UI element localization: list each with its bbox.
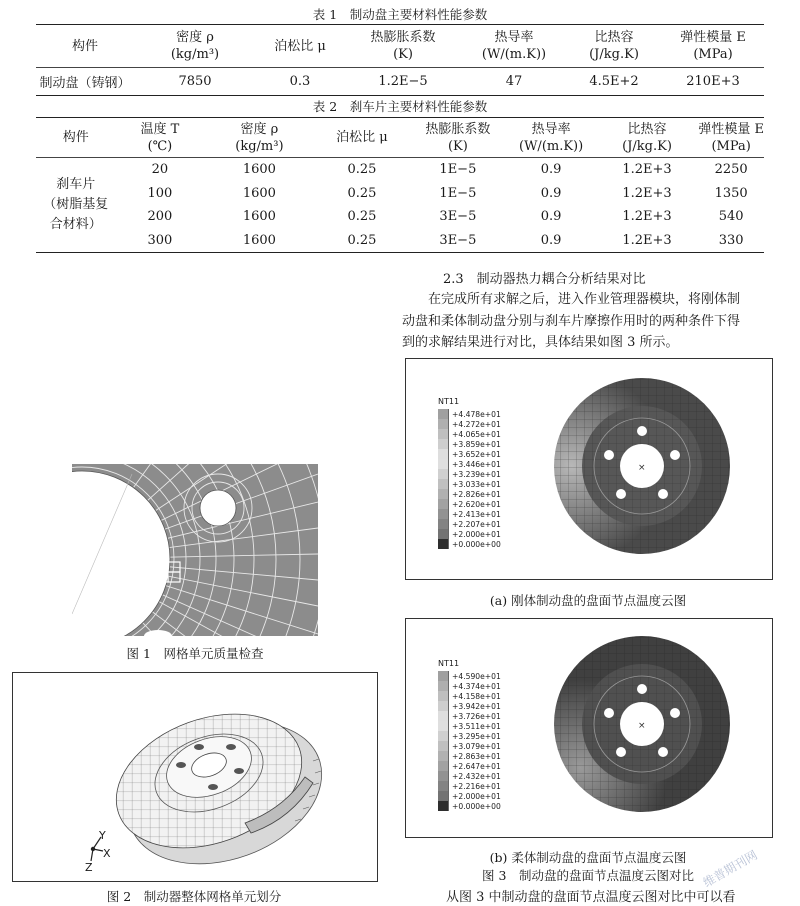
legend-row [438,801,501,811]
table1-header-row [36,25,764,68]
legend-value: +4.065e+01 [452,429,501,439]
legend-row [438,489,501,499]
component-line: 合材料） [49,217,102,232]
table-row [36,229,764,253]
table-cell: 1.2E+3 [622,209,672,225]
table-row [36,68,764,96]
legend-value: +3.511e+01 [452,721,501,731]
header-text: 弹性模量 E [680,30,746,45]
figure3b-frame [405,618,773,838]
table-header-cell [506,118,595,158]
legend-row [438,671,501,681]
legend-value: +4.374e+01 [452,681,501,691]
table2 [36,117,764,253]
legend-value: +2.000e+01 [452,529,501,539]
legend-swatch [438,791,449,801]
legend-value: +3.446e+01 [452,459,501,469]
table-row [36,158,764,182]
header-text: 热导率 [531,121,571,137]
legend-b-title: NT11 [438,659,460,668]
legend-row [438,539,501,549]
svg-text:×: × [638,721,646,731]
header-unit: (kg/m³) [170,47,220,62]
legend-swatch [438,489,449,499]
legend-value: +4.158e+01 [452,691,501,701]
header-text: 构件 [62,130,89,145]
table-header-cell [36,118,116,158]
table-header-cell [698,118,764,158]
table-cell: 1600 [242,162,276,178]
legend-row [438,701,501,711]
legend-row [438,409,501,419]
table-cell: 4.5E+2 [589,74,639,89]
figure1-mesh-image [72,464,318,636]
table-header-cell [256,25,344,68]
table-header-cell [462,25,566,68]
legend-swatch [438,459,449,469]
legend-value: +2.000e+01 [452,791,501,801]
header-unit: (kg/m³) [235,138,284,154]
legend-row [438,529,501,539]
figure3a-temperature-contour [552,371,732,571]
table-header-cell [116,118,205,158]
header-text: 构件 [71,38,98,54]
legend-swatch [438,449,449,459]
table2-caption: 表 2 刹车片主要材料性能参数 [312,99,488,114]
header-unit: (MPa) [693,47,733,62]
legend-row [438,791,501,801]
legend-row [438,439,501,449]
legend-row [438,509,501,519]
legend-value: +3.079e+01 [452,741,501,751]
header-text: 弹性模量 E [698,121,764,137]
header-text: 泊松比 μ [274,38,326,54]
table-row [36,182,764,206]
legend-row [438,681,501,691]
paragraph-line: 在完成所有求解之后，进入作业管理器模块，将刚体制 [428,292,741,307]
table-cell: 0.25 [347,185,377,201]
legend-row [438,771,501,781]
legend-row [438,499,501,509]
legend-a [438,409,538,549]
figure1-caption: 图 1 网格单元质量检查 [126,646,264,661]
legend-value: +2.216e+01 [452,781,501,791]
header-text: 热膨胀系数 [370,30,436,45]
legend-row [438,781,501,791]
paragraph-line: 到的求解结果进行对比，具体结果如图 3 所示。 [402,335,679,350]
table2-header-row [36,118,764,158]
table-cell: 1E−5 [439,185,477,201]
section-paragraph [402,289,772,354]
legend-value: +3.859e+01 [452,439,501,449]
legend-value: +0.000e+00 [452,539,501,549]
table-cell: 1600 [242,185,276,201]
table-cell: 0.9 [540,232,562,248]
table-cell: 20 [151,162,169,178]
legend-value: +3.033e+01 [452,479,501,489]
table-cell: 0.25 [347,162,377,178]
legend-swatch [438,499,449,509]
header-unit: (W/(m.K)) [519,138,584,154]
header-text: 热膨胀系数 [425,121,491,137]
table-cell: 1350 [714,185,748,201]
legend-row [438,519,501,529]
header-unit: (W/(m.K)) [481,47,547,62]
table-cell: 330 [718,232,744,248]
table-cell: 7850 [178,74,212,89]
legend-row [438,761,501,771]
table-cell: 1E−5 [439,162,477,178]
component-line: （树脂基复 [43,197,109,212]
legend-swatch [438,681,449,691]
legend-value: +3.726e+01 [452,711,501,721]
legend-value: +0.000e+00 [452,801,501,811]
header-unit: (J/kg.K) [622,138,672,154]
table-cell: 0.25 [347,232,377,248]
table-cell: 0.9 [540,162,562,178]
legend-swatch [438,731,449,741]
table-cell: 1.2E+3 [622,162,672,178]
figure2-caption: 图 2 制动器整体网格单元划分 [106,889,282,904]
table-cell: 1600 [242,232,276,248]
legend-row [438,459,501,469]
legend-swatch [438,469,449,479]
legend-value: +4.478e+01 [452,409,501,419]
legend-row [438,429,501,439]
legend-swatch [438,691,449,701]
body-text-line: 从图 3 中制动盘的盘面节点温度云图对比中可以看 [446,890,736,905]
legend-swatch [438,771,449,781]
watermark: 维普期刊网 [700,847,760,890]
table-cell: 210E+3 [686,74,740,89]
legend-value: +2.647e+01 [452,761,501,771]
axis-y-label: Y [99,829,106,842]
table-cell: 100 [147,185,173,201]
legend-swatch [438,701,449,711]
table-cell: 0.3 [289,74,311,89]
legend-row [438,731,501,741]
legend-swatch [438,671,449,681]
table-cell: 2250 [714,162,748,178]
figure3b-temperature-contour [552,629,732,829]
legend-swatch [438,711,449,721]
legend-value: +2.826e+01 [452,489,501,499]
header-text: 密度 ρ [240,121,279,137]
component-cell [36,158,116,253]
header-text: 热导率 [494,30,534,45]
table-row [36,205,764,229]
table-cell: 1.2E−5 [378,74,428,89]
table-cell: 1.2E+3 [622,232,672,248]
table-cell: 1.2E+3 [622,185,672,201]
legend-value: +2.863e+01 [452,751,501,761]
legend-swatch [438,409,449,419]
table-header-cell [36,25,134,68]
legend-value: +2.413e+01 [452,509,501,519]
legend-swatch [438,539,449,549]
component-line: 刹车片 [56,177,96,192]
legend-swatch [438,741,449,751]
header-text: 温度 T [140,121,180,137]
table-header-cell [134,25,256,68]
header-unit: (K) [393,47,413,62]
figure3a-frame [405,358,773,580]
header-text: 比热容 [627,121,667,137]
table-header-cell [315,118,410,158]
header-unit: (J/kg.K) [589,47,639,62]
table-cell: 200 [147,209,173,225]
header-text: 比热容 [594,30,634,45]
legend-a-title: NT11 [438,397,460,406]
legend-swatch [438,479,449,489]
table-cell: 3E−5 [439,209,477,225]
table-header-cell [204,118,314,158]
legend-value: +2.432e+01 [452,771,501,781]
table-header-cell [344,25,462,68]
legend-b [438,671,538,811]
legend-value: +2.207e+01 [452,519,501,529]
table1-caption: 表 1 制动盘主要材料性能参数 [312,7,488,22]
legend-swatch [438,509,449,519]
legend-row [438,741,501,751]
axis-x-label: X [103,847,111,860]
legend-swatch [438,419,449,429]
legend-row [438,479,501,489]
paragraph-line: 动盘和柔体制动盘分别与刹车片摩擦作用时的两种条件下得 [402,313,741,329]
table-cell: 540 [718,209,744,225]
table-header-cell [566,25,662,68]
legend-value: +4.590e+01 [452,671,501,681]
axis-z-label: Z [85,861,93,874]
table-cell: 制动盘（铸钢） [39,76,131,91]
figure2-frame [12,672,378,882]
legend-value: +3.295e+01 [452,731,501,741]
header-unit: (℃) [147,138,173,154]
legend-swatch [438,801,449,811]
legend-value: +2.620e+01 [452,499,501,509]
header-unit: (K) [447,138,468,154]
legend-row [438,721,501,731]
table-cell: 300 [147,232,173,248]
table1 [36,24,764,96]
legend-swatch [438,751,449,761]
table-cell: 0.25 [347,209,377,225]
legend-row [438,449,501,459]
table-cell: 1600 [242,209,276,225]
table-header-cell [662,25,764,68]
table-cell: 3E−5 [439,232,477,248]
legend-swatch [438,721,449,731]
legend-swatch [438,519,449,529]
figure3b-caption: (b) 柔体制动盘的盘面节点温度云图 [489,850,687,865]
legend-swatch [438,781,449,791]
header-text: 泊松比 μ [336,130,388,145]
header-unit: (MPa) [711,138,751,154]
legend-row [438,711,501,721]
header-text: 密度 ρ [176,30,214,45]
legend-value: +3.942e+01 [452,701,501,711]
legend-swatch [438,439,449,449]
table-cell: 0.9 [540,209,562,225]
table-header-cell [596,118,699,158]
svg-text:×: × [638,463,646,473]
legend-swatch [438,761,449,771]
table-cell: 0.9 [540,185,562,201]
legend-swatch [438,529,449,539]
figure3-caption: 图 3 制动盘的盘面节点温度云图对比 [482,868,694,883]
figure2-brake-mesh-image [13,673,377,881]
figure3a-caption: (a) 刚体制动盘的盘面节点温度云图 [489,593,687,608]
legend-row [438,469,501,479]
legend-value: +4.272e+01 [452,419,501,429]
table-cell: 47 [505,74,523,89]
legend-swatch [438,429,449,439]
section-title: 2.3 制动器热力耦合分析结果对比 [443,272,646,287]
legend-row [438,691,501,701]
table-header-cell [409,118,506,158]
legend-row [438,751,501,761]
legend-value: +3.652e+01 [452,449,501,459]
legend-value: +3.239e+01 [452,469,501,479]
legend-row [438,419,501,429]
